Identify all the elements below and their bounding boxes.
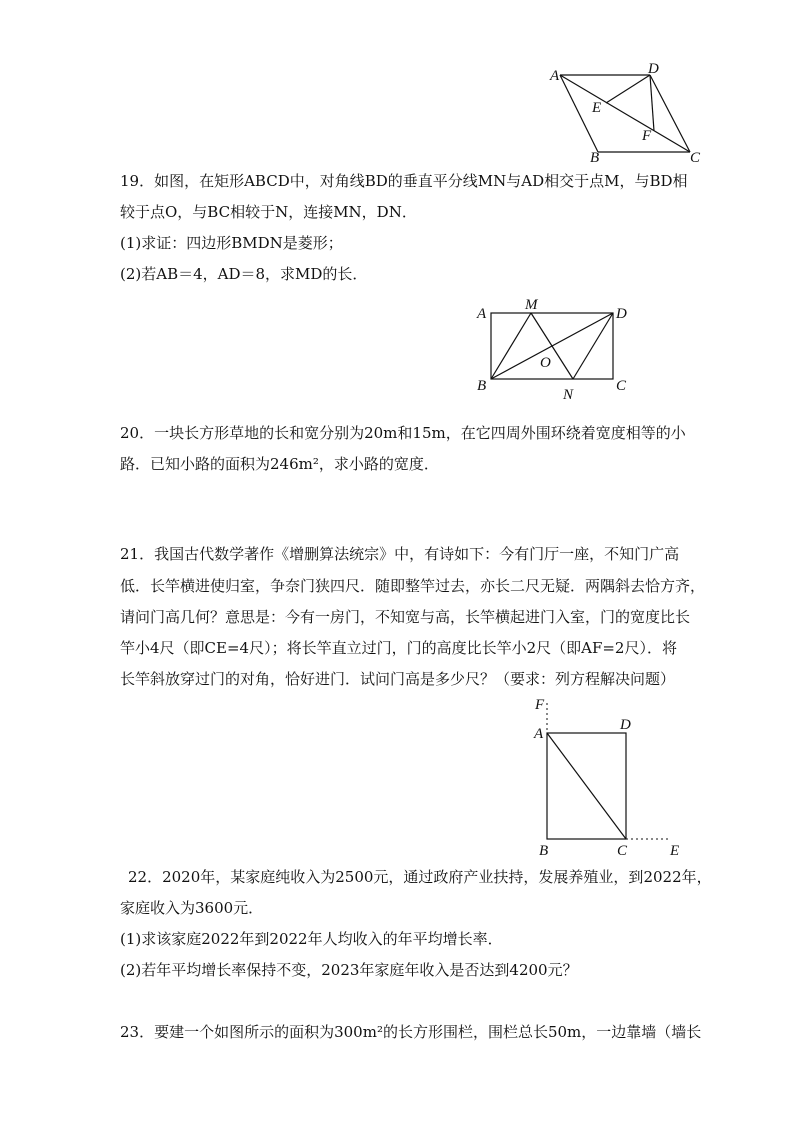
label-a: A (534, 726, 544, 742)
q22-line-1: 22．2020年，某家庭纯收入为2500元，通过政府产业扶持，发展养殖业，到2022年， (128, 868, 712, 886)
label-b: B (539, 843, 549, 859)
q23-line-1: 23．要建一个如图所示的面积为300m²的长方形围栏，围栏总长50m，一边靠墙（墙长 (120, 1023, 702, 1041)
label-c: C (617, 843, 628, 859)
label-n: N (563, 387, 574, 403)
label-b: B (477, 378, 487, 394)
label-d: D (616, 306, 627, 322)
label-m: M (525, 297, 538, 313)
q19-line-1: 19．如图，在矩形ABCD中，对角线BD的垂直平分线MN与AD相交于点M，与BD相 (120, 172, 688, 190)
label-c: C (616, 378, 627, 394)
label-f: F (642, 128, 652, 144)
q22-line-4: (2)若年平均增长率保持不变，2023年家庭年收入是否达到4200元？ (120, 961, 578, 979)
label-e: E (670, 843, 680, 859)
label-d: D (648, 61, 659, 77)
q20-line-1: 20．一块长方形草地的长和宽分别为20m和15m，在它四周外围环绕着宽度相等的小 (120, 424, 686, 442)
label-a: A (550, 68, 560, 84)
q21-line-3: 请问门高几何？意思是：今有一房门，不知宽与高，长竿横起进门入室，门的宽度比长 (120, 608, 691, 626)
q22-line-2: 家庭收入为3600元． (120, 899, 264, 917)
rectangle-mn-figure (470, 294, 640, 404)
q22-line-3: (1)求该家庭2022年到2022年人均收入的年平均增长率． (120, 930, 503, 948)
label-c: C (690, 150, 701, 166)
q19-line-2: 较于点O，与BC相较于N，连接MN，DN． (120, 203, 417, 221)
label-b: B (590, 150, 600, 166)
label-o: O (540, 355, 551, 371)
q19-line-3: (1)求证：四边形BMDN是菱形； (120, 234, 343, 252)
q21-line-4: 竿小4尺（即CE=4尺）；将长竿直立过门，门的高度比长竿小2尺（即AF=2尺）．将 (120, 639, 677, 657)
door-figure (530, 695, 690, 865)
q21-line-2: 低．长竿横进使归室，争奈门狭四尺．随即整竿过去，亦长二尺无疑．两隅斜去恰方齐， (120, 577, 706, 595)
q21-line-1: 21．我国古代数学著作《增删算法统宗》中，有诗如下：今有门厅一座，不知门广高 (120, 545, 680, 563)
label-f: F (535, 697, 545, 713)
label-a: A (477, 306, 487, 322)
label-d: D (620, 717, 631, 733)
q21-line-5: 长竿斜放穿过门的对角，恰好进门．试问门高是多少尺？（要求：列方程解决问题） (120, 670, 676, 688)
label-e: E (592, 100, 602, 116)
q19-line-4: (2)若AB＝4，AD＝8，求MD的长． (120, 265, 368, 283)
q20-line-2: 路．已知小路的面积为246m²，求小路的宽度． (120, 455, 439, 473)
parallelogram-figure (540, 58, 710, 168)
